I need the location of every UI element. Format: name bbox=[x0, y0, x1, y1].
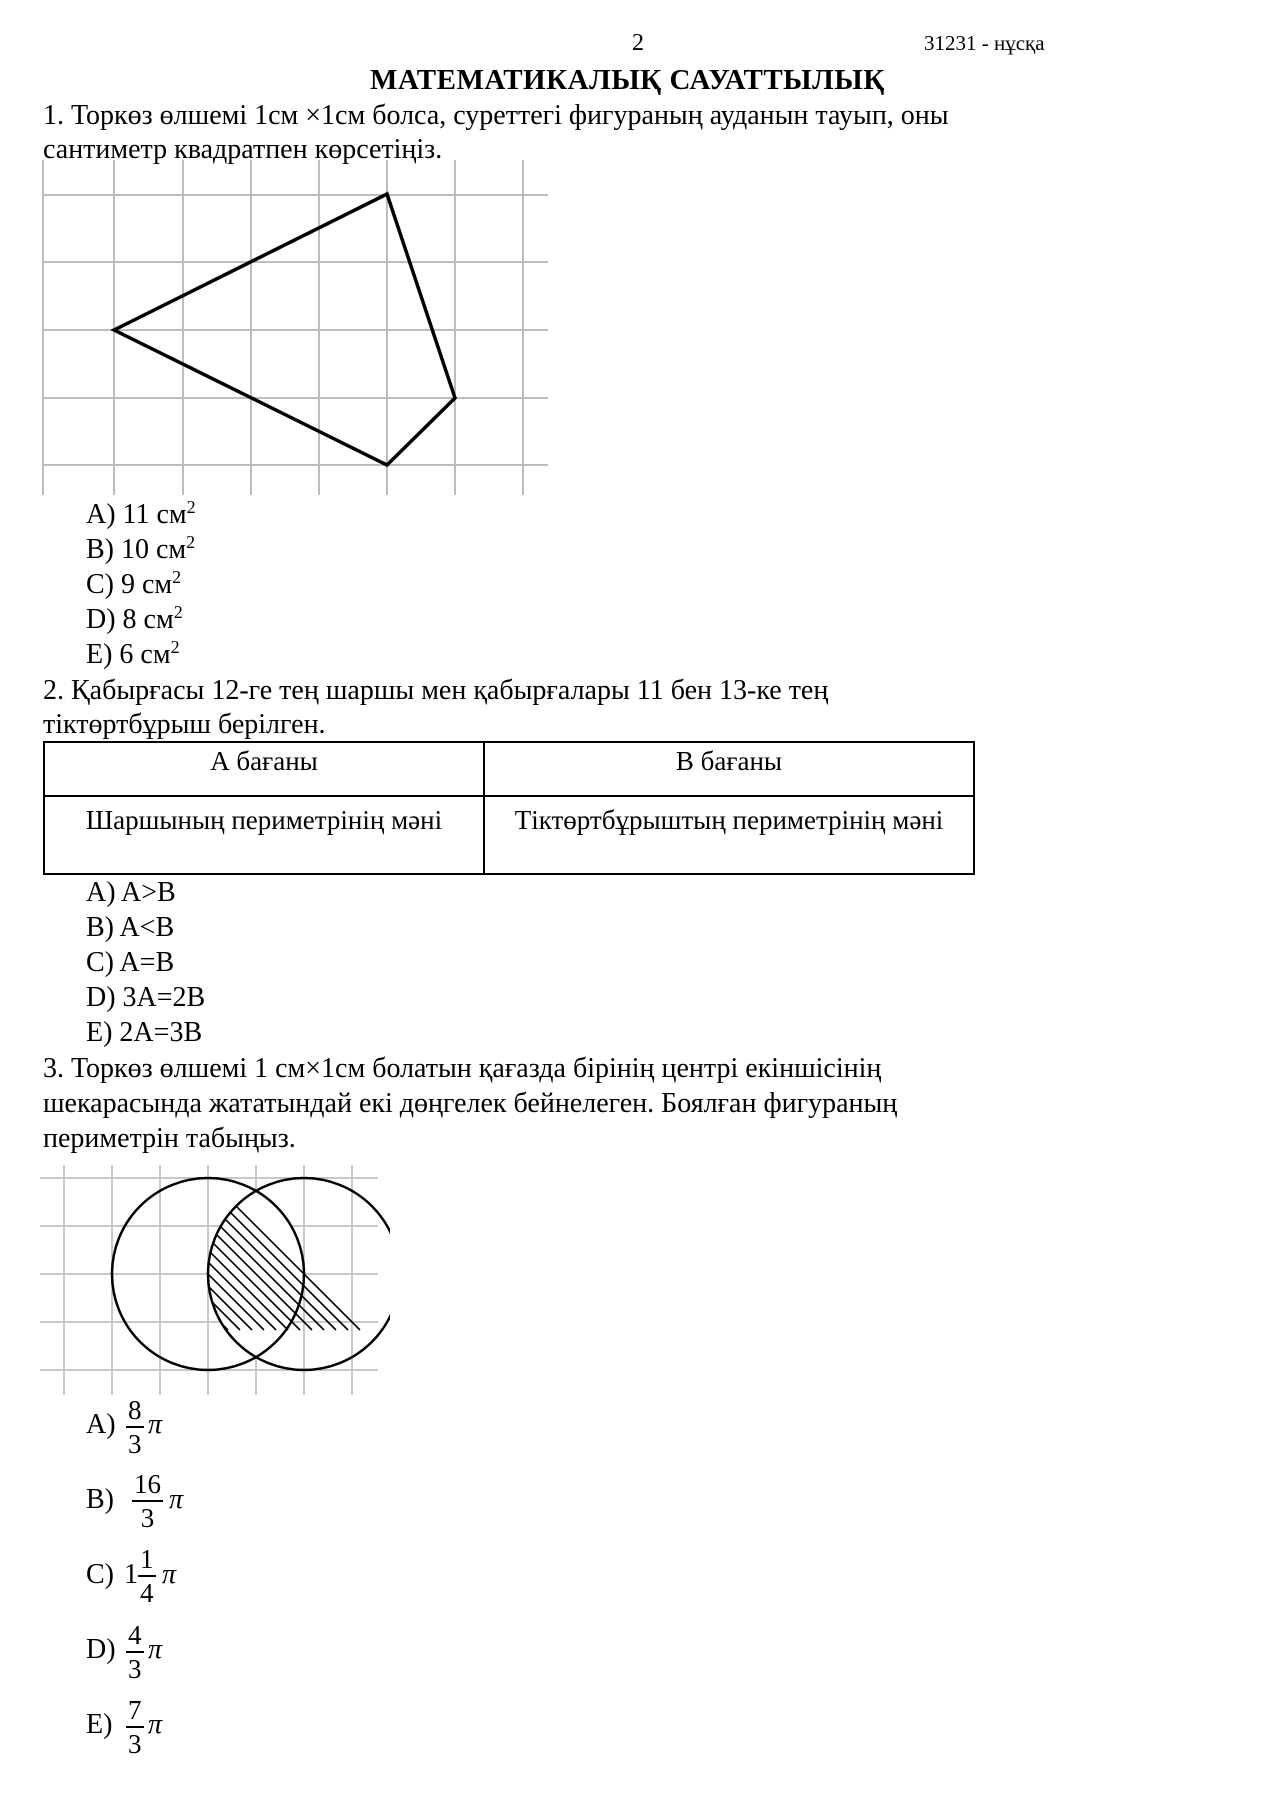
q3-option-e-fraction bbox=[126, 1694, 144, 1760]
col-a-value: Шаршының периметрінің мәні bbox=[44, 796, 484, 874]
q1-option-c-label: C) 9 см bbox=[86, 569, 173, 600]
q3-option-b-num: 16 bbox=[132, 1468, 163, 1502]
q3-option-a-letter: A) bbox=[86, 1409, 116, 1440]
q3-text-line2: шекарасында жататындай екі дөңгелек бейнелеген. Боялған фигураның bbox=[43, 1088, 898, 1119]
pi-symbol: π bbox=[148, 1709, 163, 1740]
q1-option-b-label: B) 10 см bbox=[86, 534, 187, 565]
q3-option-c-fraction bbox=[138, 1543, 156, 1609]
q1-option-c[interactable] bbox=[86, 568, 181, 602]
q3-hatched-region bbox=[40, 1170, 360, 1370]
q3-option-d-den: 3 bbox=[128, 1654, 142, 1684]
q3-option-b-fraction bbox=[132, 1468, 163, 1534]
q1-option-e-label: E) 6 см bbox=[86, 639, 171, 670]
q3-option-e-letter: E) bbox=[86, 1709, 113, 1740]
q3-option-c-letter: C) bbox=[86, 1559, 114, 1590]
variant-label: 31231 - нұсқа bbox=[924, 31, 1045, 55]
q3-option-d-letter: D) bbox=[86, 1634, 116, 1665]
q1-option-b[interactable] bbox=[86, 533, 195, 567]
page-title: МАТЕМАТИКАЛЫҚ САУАТТЫЛЫҚ bbox=[370, 64, 885, 96]
q1-option-c-sup: 2 bbox=[172, 567, 182, 587]
q3-option-d-num: 4 bbox=[126, 1619, 144, 1653]
q2-option-c[interactable]: C) A=B bbox=[86, 947, 175, 978]
q3-option-c-num: 1 bbox=[138, 1543, 156, 1577]
q3-option-a-num: 8 bbox=[126, 1394, 144, 1428]
col-b-value: Тіктөртбұрыштың периметрінің мәні bbox=[484, 796, 974, 874]
q1-option-b-sup: 2 bbox=[186, 532, 196, 552]
col-b-header: В бағаны bbox=[484, 742, 974, 796]
q3-option-a-fraction bbox=[126, 1394, 144, 1460]
q3-option-d-fraction bbox=[126, 1619, 144, 1685]
pi-symbol: π bbox=[148, 1409, 163, 1440]
q3-option-c-whole: 1 bbox=[124, 1559, 138, 1590]
q1-text-line2: сантиметр квадратпен көрсетіңіз. bbox=[43, 134, 443, 165]
q3-option-c-den: 4 bbox=[140, 1578, 154, 1608]
q2-text-line1: 2. Қабырғасы 12-ге тең шаршы мен қабырғалары 11 бен 13-ке тең bbox=[43, 675, 829, 706]
q3-option-e-num: 7 bbox=[126, 1694, 144, 1728]
q1-grid-figure bbox=[38, 160, 558, 500]
q2-option-a[interactable]: A) A>B bbox=[86, 877, 176, 908]
q1-option-a-sup: 2 bbox=[186, 497, 196, 517]
q3-option-b-letter: B) bbox=[86, 1484, 114, 1515]
q2-option-e[interactable]: E) 2A=3B bbox=[86, 1017, 203, 1048]
q3-text-line1: 3. Торкөз өлшемі 1 см×1см болатын қағазда бірінің центрі екіншісінің bbox=[43, 1053, 882, 1084]
q3-option-e-den: 3 bbox=[128, 1729, 142, 1759]
table-header-row bbox=[44, 742, 974, 796]
q1-option-a-label: A) 11 см bbox=[86, 499, 187, 530]
q2-comparison-table bbox=[43, 741, 975, 875]
q2-option-d[interactable]: D) 3A=2B bbox=[86, 982, 206, 1013]
col-a-header: А бағаны bbox=[44, 742, 484, 796]
q3-text-line3: периметрін табыңыз. bbox=[43, 1123, 296, 1154]
q3-option-a-den: 3 bbox=[128, 1429, 142, 1459]
page-number: 2 bbox=[632, 30, 644, 56]
q1-option-e[interactable] bbox=[86, 638, 180, 672]
q1-option-d[interactable] bbox=[86, 603, 183, 637]
table-row bbox=[44, 796, 974, 874]
pi-symbol: π bbox=[148, 1634, 163, 1665]
q1-option-d-sup: 2 bbox=[173, 602, 183, 622]
q2-option-b[interactable]: B) A<B bbox=[86, 912, 175, 943]
q1-option-d-label: D) 8 см bbox=[86, 604, 174, 635]
q1-text-line1: 1. Торкөз өлшемі 1см ×1см болса, суреттегі фигураның ауданын тауып, оны bbox=[43, 100, 949, 131]
q1-option-e-sup: 2 bbox=[170, 637, 180, 657]
pi-symbol: π bbox=[169, 1484, 184, 1515]
pi-symbol: π bbox=[162, 1559, 177, 1590]
q3-option-b-den: 3 bbox=[140, 1503, 155, 1533]
q2-text-line2: тіктөртбұрыш берілген. bbox=[43, 709, 326, 740]
q1-option-a[interactable] bbox=[86, 498, 196, 532]
q3-circles-figure bbox=[40, 1160, 390, 1400]
